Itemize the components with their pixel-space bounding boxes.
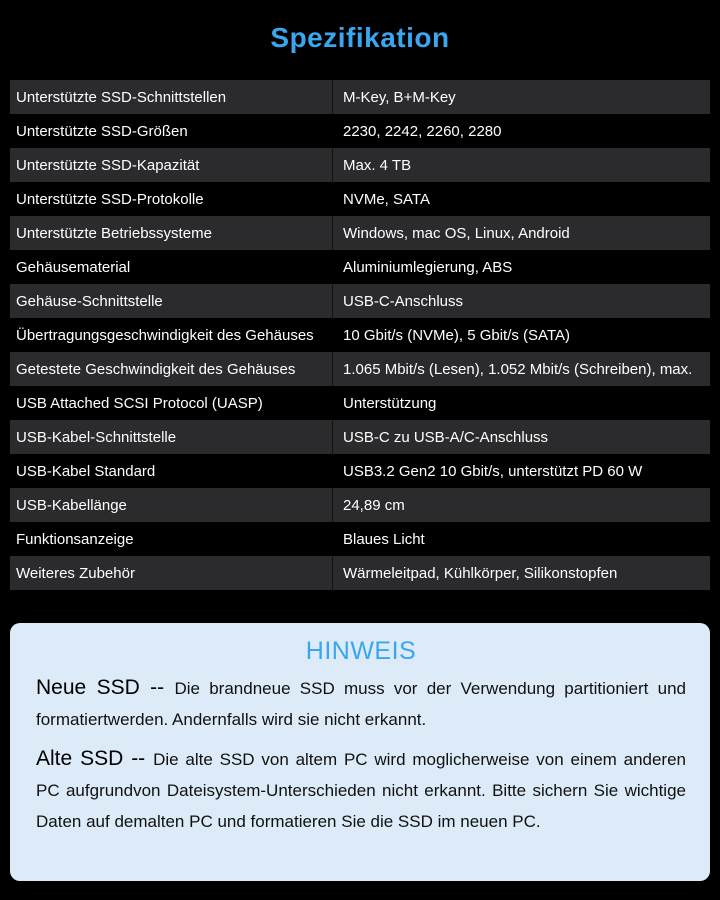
spec-value: 1.065 Mbit/s (Lesen), 1.052 Mbit/s (Schreiben), max. bbox=[343, 360, 693, 378]
spec-key: Funktionsanzeige bbox=[16, 530, 134, 548]
spec-key: Unterstützte SSD-Größen bbox=[16, 122, 188, 140]
spec-key: Unterstützte SSD-Protokolle bbox=[16, 190, 204, 208]
spec-value: Max. 4 TB bbox=[343, 156, 412, 174]
spec-value: USB3.2 Gen2 10 Gbit/s, unterstützt PD 60 W bbox=[343, 462, 643, 480]
spec-row bbox=[10, 80, 710, 114]
note-item-text: Die alte SSD von altem PC wird moglicherweise von einem anderen PC aufgrundvon Dateisystem-Unterschieden nicht erkannt. Bitte sichern Sie wichtige Daten auf demalten PC und formatieren Sie die SSD im neuen PC. bbox=[36, 750, 686, 831]
spec-row bbox=[10, 454, 710, 488]
spec-value: Unterstützung bbox=[343, 394, 437, 412]
spec-value: USB-C-Anschluss bbox=[343, 292, 464, 310]
spec-value: 2230, 2242, 2260, 2280 bbox=[343, 122, 502, 140]
spec-key: Getestete Geschwindigkeit des Gehäuses bbox=[10, 352, 333, 386]
spec-value: Blaues Licht bbox=[343, 530, 425, 548]
note-item-separator: -- bbox=[123, 747, 154, 770]
note-title: HINWEIS bbox=[305, 637, 417, 665]
spec-key: Übertragungsgeschwindigkeit des Gehäuses bbox=[16, 326, 314, 344]
note-item-text: Die brandneue SSD muss vor der Verwendung partitioniert und formatiertwerden. Andernfalls wird sie nicht erkannt. bbox=[36, 679, 687, 729]
spec-key: Unterstützte SSD-Kapazität bbox=[10, 148, 333, 182]
spec-key: Gehäusematerial bbox=[16, 258, 131, 276]
spec-row bbox=[10, 522, 710, 556]
note-item-head: Alte SSD bbox=[36, 747, 124, 770]
spec-value: Windows, mac OS, Linux, Android bbox=[343, 224, 570, 242]
note-item-separator: -- bbox=[139, 676, 175, 699]
spec-key: USB-Kabellänge bbox=[10, 488, 333, 522]
spec-row bbox=[10, 284, 710, 318]
page-title: Spezifikation bbox=[270, 22, 450, 53]
spec-row bbox=[10, 556, 710, 590]
spec-row bbox=[10, 420, 710, 454]
spec-key: Unterstützte Betriebssysteme bbox=[10, 216, 333, 250]
spec-key: Unterstützte SSD-Schnittstellen bbox=[10, 80, 333, 114]
spec-value: Aluminiumlegierung, ABS bbox=[343, 258, 513, 276]
spec-value: NVMe, SATA bbox=[343, 190, 430, 208]
spec-key: Gehäuse-Schnittstelle bbox=[10, 284, 333, 318]
spec-key: Weiteres Zubehör bbox=[10, 556, 333, 590]
spec-row bbox=[10, 386, 710, 420]
spec-key: USB-Kabel Standard bbox=[16, 462, 156, 480]
spec-table bbox=[10, 80, 710, 590]
spec-row bbox=[10, 488, 710, 522]
spec-value: Wärmeleitpad, Kühlkörper, Silikonstopfen bbox=[343, 564, 618, 582]
note-item-head: Neue SSD bbox=[36, 676, 140, 699]
spec-row bbox=[10, 352, 710, 386]
spec-value: USB-C zu USB-A/C-Anschluss bbox=[343, 428, 549, 446]
spec-key: USB-Kabel-Schnittstelle bbox=[10, 420, 333, 454]
note-item-old-ssd bbox=[36, 743, 686, 837]
spec-value: 24,89 cm bbox=[343, 496, 405, 514]
spec-row bbox=[10, 148, 710, 182]
spec-row bbox=[10, 216, 710, 250]
spec-row bbox=[10, 318, 710, 352]
spec-row bbox=[10, 182, 710, 216]
spec-row bbox=[10, 114, 710, 148]
spec-value: 10 Gbit/s (NVMe), 5 Gbit/s (SATA) bbox=[343, 326, 570, 344]
note-item-new-ssd bbox=[36, 672, 686, 735]
spec-row bbox=[10, 250, 710, 284]
spec-value: M-Key, B+M-Key bbox=[343, 88, 456, 106]
spec-key: USB Attached SCSI Protocol (UASP) bbox=[16, 394, 263, 412]
note-box bbox=[10, 623, 710, 881]
